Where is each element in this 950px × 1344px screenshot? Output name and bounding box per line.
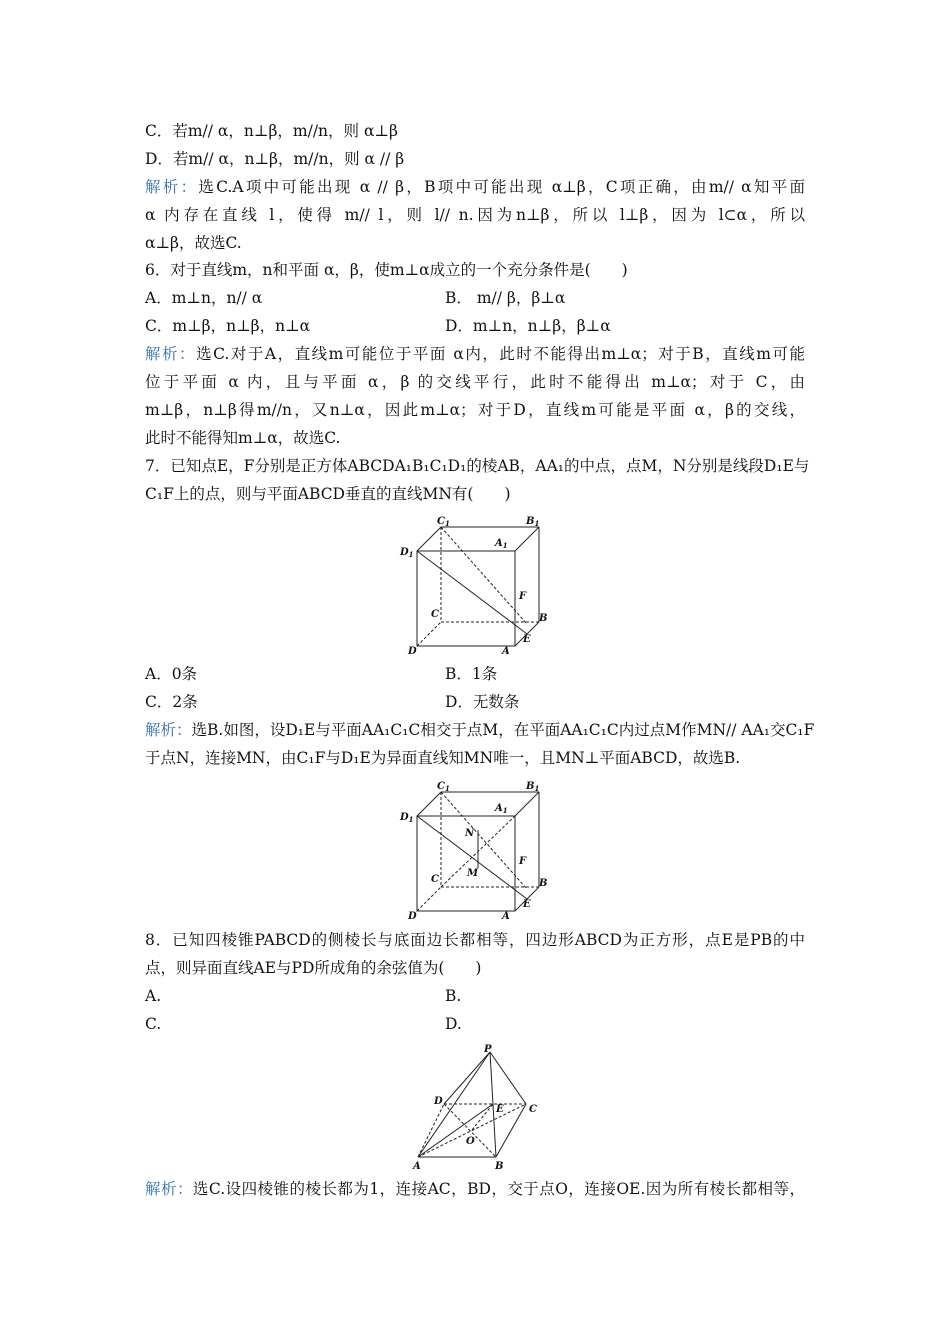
q8-option-a: A. [145, 987, 162, 1005]
label-n: N [465, 828, 475, 839]
analysis-6-line-1 [145, 343, 805, 365]
analysis-label: 解析： [145, 721, 192, 739]
q7-option-d: D．无数条 [445, 693, 520, 711]
analysis-8-line-1 [145, 1178, 805, 1200]
label-d: D [408, 646, 417, 657]
label-d1: $D_1$ [400, 547, 414, 559]
analysis-7-line-2: 于点N，连接MN，由C₁F与D₁E为异面直线知MN唯一，且MN⊥平面ABCD，故选B. [145, 749, 741, 767]
analysis-5-line-2: α 内存在直线 l，使得 m// l，则 l// n.因为n⊥β，所以 l⊥β，因为 l⊂α，所以 [145, 206, 805, 224]
label-a1: $A_1$ [495, 803, 508, 815]
pyramid-figure [410, 1042, 550, 1174]
q6-option-c: C．m⊥β，n⊥β，n⊥α [145, 317, 311, 335]
q6-option-d: D．m⊥n，n⊥β，β⊥α [445, 317, 611, 335]
q8-option-c: C. [145, 1015, 162, 1033]
label-p: P [484, 1044, 492, 1055]
label-c: C [529, 1104, 537, 1115]
label-c: C [431, 609, 439, 620]
q8-option-b: B. [445, 987, 462, 1005]
analysis-7-line-1 [145, 719, 815, 741]
question-6: 6．对于直线m，n和平面 α，β，使m⊥α成立的一个充分条件是( ) [145, 261, 628, 279]
cube-figure-1 [395, 513, 548, 659]
analysis-5-line-1 [145, 176, 805, 198]
label-b: B [495, 1161, 504, 1172]
q7-option-c: C．2条 [145, 693, 198, 711]
label-b: B [539, 878, 548, 889]
question-8-line-2: 点，则异面直线AE与PD所成角的余弦值为( ) [145, 959, 482, 977]
label-a: A [502, 911, 510, 922]
analysis-label: 解析： [145, 178, 199, 196]
label-b1: $B_1$ [526, 781, 540, 793]
q6-option-a: A．m⊥n，n// α [145, 289, 263, 307]
label-c1: $C_1$ [437, 516, 450, 528]
question-7-line-1: 7．已知点E，F分别是正方体ABCDA₁B₁C₁D₁的棱AB，AA₁的中点，点M，N分别是线段D₁E与 [145, 457, 810, 475]
analysis-5-line-3: α⊥β，故选C. [145, 234, 242, 252]
analysis-label: 解析： [145, 1180, 193, 1198]
label-a: A [413, 1161, 421, 1172]
label-d1: $D_1$ [400, 812, 414, 824]
label-b1: $B_1$ [526, 516, 540, 528]
label-m: M [467, 868, 479, 879]
cube-figure-2 [395, 778, 548, 924]
label-a1: $A_1$ [495, 538, 508, 550]
label-e: E [523, 634, 531, 645]
analysis-text: 选C.设四棱锥的棱长都为1，连接AC，BD，交于点O，连接OE.因为所有棱长都相等， [192, 1180, 805, 1198]
label-b: B [539, 613, 548, 624]
label-o: O [466, 1136, 475, 1147]
option-c-line: C．若m// α，n⊥β，m//n，则 α⊥β [145, 122, 398, 140]
analysis-text: 选C.对于A，直线m可能位于平面 α内，此时不能得出m⊥α；对于B，直线m可能 [196, 345, 805, 363]
analysis-6-line-3: m⊥β，n⊥β得m//n，又n⊥α，因此m⊥α；对于D，直线m可能是平面 α，β的交线， [145, 401, 805, 419]
analysis-6-line-4: 此时不能得知m⊥α，故选C. [145, 429, 341, 447]
q8-option-d: D. [445, 1015, 462, 1033]
q7-option-b: B．1条 [445, 665, 498, 683]
q7-option-a: A．0条 [145, 665, 198, 683]
label-f: F [519, 856, 527, 867]
label-d: D [408, 911, 417, 922]
label-e: E [496, 1104, 504, 1115]
label-c: C [431, 874, 439, 885]
label-c1: $C_1$ [437, 781, 450, 793]
label-d: D [434, 1096, 443, 1107]
option-d-line: D．若m// α，n⊥β，m//n，则 α // β [145, 150, 405, 168]
q6-option-b: B． m// β，β⊥α [445, 289, 566, 307]
analysis-text: 选C.A项中可能出现 α // β，B项中可能出现 α⊥β，C项正确，由m// α知平面 [198, 178, 805, 196]
analysis-6-line-2: 位于平面 α 内，且与平面 α，β 的交线平行，此时不能得出 m⊥α；对于 C，由 [145, 373, 805, 391]
label-e: E [523, 899, 531, 910]
analysis-label: 解析： [145, 345, 197, 363]
label-a: A [502, 646, 510, 657]
analysis-text: 选B.如图，设D₁E与平面AA₁C₁C相交于点M，在平面AA₁C₁C内过点M作MN// AA₁交C₁F [191, 721, 815, 739]
label-f: F [519, 591, 527, 602]
question-7-line-2: C₁F上的点，则与平面ABCD垂直的直线MN有( ) [145, 485, 511, 503]
question-8-line-1: 8．已知四棱锥PABCD的侧棱长与底面边长都相等，四边形ABCD为正方形，点E是PB的中 [145, 931, 805, 949]
